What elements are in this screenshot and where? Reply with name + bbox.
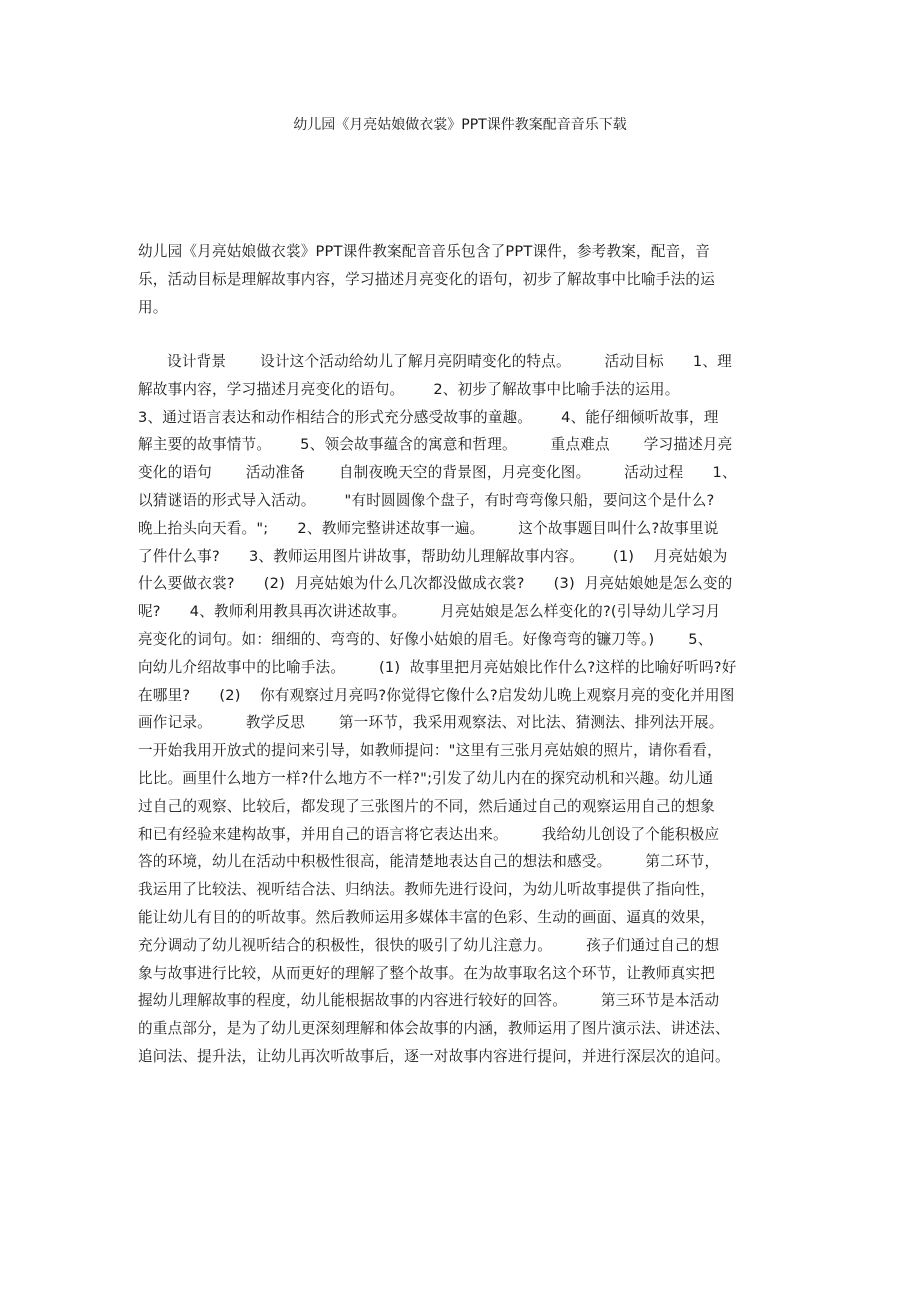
text-line: 亮变化的词句。如：细细的、弯弯的、好像小姑娘的眉毛。好像弯弯的镰刀等。) 5、 xyxy=(138,630,713,648)
text-line: 呢? 4、教师利用教具再次讲述故事。 月亮姑娘是怎么样变化的?(引导幼儿学习月 xyxy=(138,603,721,621)
text-line: 解主要的故事情节。 5、领会故事蕴含的寓意和哲理。 重点难点 学习描述月亮 xyxy=(138,436,733,454)
text-line: 和已有经验来建构故事，并用自己的语言将它表达出来。 我给幼儿创设了个能积极应 xyxy=(138,825,720,843)
body-paragraph xyxy=(138,348,788,1071)
text-line: 能让幼儿有目的的听故事。然后教师运用多媒体丰富的色彩、生动的画面、逼真的效果， xyxy=(138,908,715,926)
text-line: 过自己的观察、比较后，都发现了三张图片的不同，然后通过自己的观察运用自己的想象 xyxy=(138,797,715,815)
text-line: 一开始我用开放式的提问来引导，如教师提问："这里有三张月亮姑娘的照片，请你看看， xyxy=(138,742,722,760)
text-line: 画作记录。 教学反思 第一环节，我采用观察法、对比法、猜测法、排列法开展。 xyxy=(138,714,724,732)
text-line: 幼儿园《月亮姑娘做衣裳》PPT课件教案配音音乐包含了PPT课件，参考教案，配音，音 xyxy=(138,243,711,260)
text-line: 在哪里? (2) 你有观察过月亮吗?你觉得它像什么?启发幼儿晚上观察月亮的变化并用图 xyxy=(138,686,735,704)
text-line: 握幼儿理解故事的程度，幼儿能根据故事的内容进行较好的回答。 第三环节是本活动 xyxy=(138,992,720,1010)
text-line: 象与故事进行比较，从而更好的理解了整个故事。在为故事取名这个环节，让教师真实把 xyxy=(138,964,715,982)
text-line: 变化的语句 活动准备 自制夜晚天空的背景图，月亮变化图。 活动过程 1、 xyxy=(138,464,737,482)
text-line: 追问法、提升法，让幼儿再次听故事后，逐一对故事内容进行提问，并进行深层次的追问。 xyxy=(138,1047,730,1065)
text-line: 用。 xyxy=(138,299,168,316)
document-title: 幼儿园《月亮姑娘做衣裳》PPT课件教案配音音乐下载 xyxy=(293,117,627,133)
text-line: 答的环境，幼儿在活动中积极性很高，能清楚地表达自己的想法和感受。 第二环节， xyxy=(138,853,720,871)
intro-paragraph xyxy=(138,238,788,322)
text-line: 解故事内容，学习描述月亮变化的语句。 2、初步了解故事中比喻手法的运用。 xyxy=(138,380,680,398)
text-line: 向幼儿介绍故事中的比喻手法。 (1) 故事里把月亮姑娘比作什么?这样的比喻好听吗?好 xyxy=(138,658,737,676)
text-line: 的重点部分，是为了幼儿更深刻理解和体会故事的内涵，教师运用了图片演示法、讲述法、 xyxy=(138,1020,730,1038)
text-line: 比比。画里什么地方一样?什么地方不一样?";引发了幼儿内在的探究动机和兴趣。幼儿通 xyxy=(138,769,714,787)
text-line: 我运用了比较法、视听结合法、归纳法。教师先进行设问，为幼儿听故事提供了指向性， xyxy=(138,881,715,899)
text-line: 了件什么事? 3、教师运用图片讲故事，帮助幼儿理解故事内容。 (1) 月亮姑娘为 xyxy=(138,547,728,565)
text-line: 3、通过语言表达和动作相结合的形式充分感受故事的童趣。 4、能仔细倾听故事，理 xyxy=(138,408,719,426)
text-line: 乐，活动目标是理解故事内容，学习描述月亮变化的语句，初步了解故事中比喻手法的运 xyxy=(138,271,715,288)
text-line: 设计背景 设计这个活动给幼儿了解月亮阴晴变化的特点。 活动目标 1、理 xyxy=(138,353,732,370)
text-line: 以猜谜语的形式导入活动。 "有时圆圆像个盘子，有时弯弯像只船，要问这个是什么? xyxy=(138,491,715,509)
text-line: 充分调动了幼儿视听结合的积极性，很快的吸引了幼儿注意力。 孩子们通过自己的想 xyxy=(138,936,720,954)
text-line: 什么要做衣裳? (2) 月亮姑娘为什么几次都没做成衣裳? (3) 月亮姑娘她是怎么变的 xyxy=(138,575,733,593)
text-line: 晚上抬头向天看。"; 2、教师完整讲述故事一遍。 这个故事题目叫什么?故事里说 xyxy=(138,519,719,537)
